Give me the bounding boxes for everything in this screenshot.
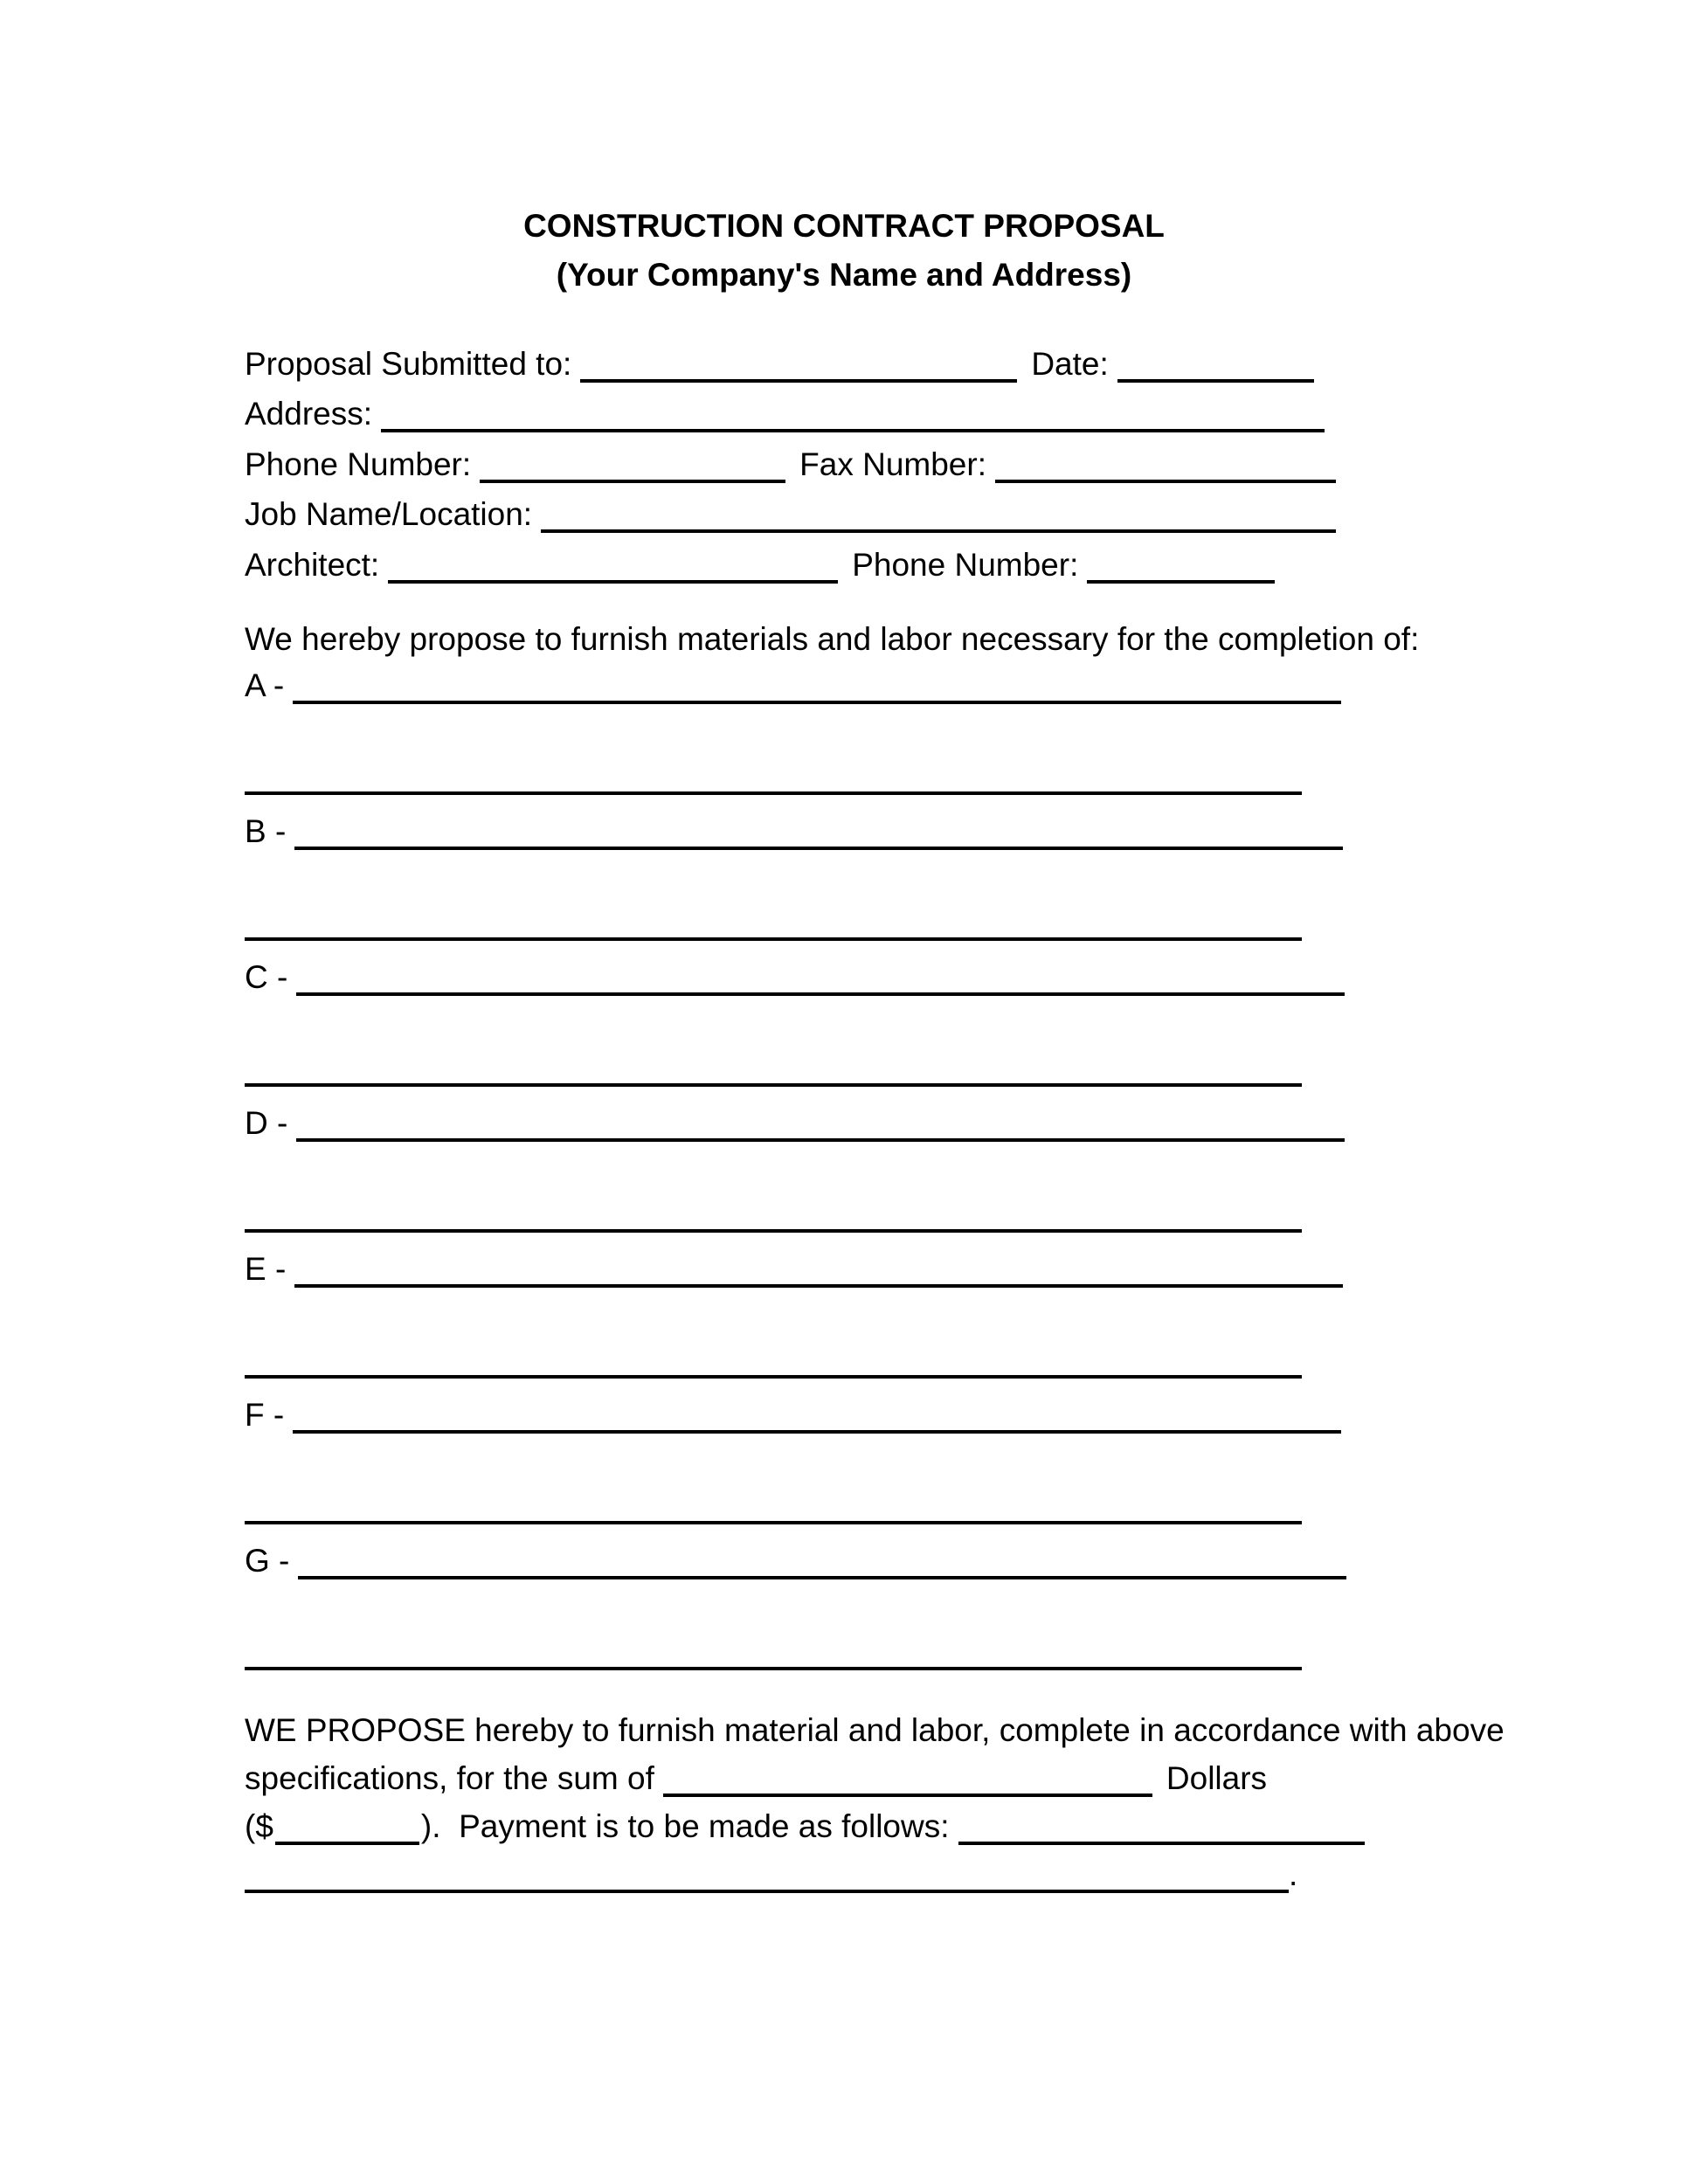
section-line-c (296, 992, 1345, 996)
row-job-name-location (245, 494, 1372, 535)
section-line-e (294, 1284, 1343, 1288)
address-line (381, 429, 1325, 432)
section-continuation-line-d (245, 1229, 1302, 1233)
sum-prefix-label: specifications, for the sum of (245, 1760, 654, 1796)
architect-phone-number-line (1087, 580, 1275, 584)
intro-sentence: We hereby propose to furnish materials and labor necessary for the completion of: (245, 621, 1420, 657)
row-address (245, 394, 1372, 434)
row-proposal-date (245, 344, 1372, 384)
row-phone-fax (245, 445, 1372, 485)
payment-line (958, 1842, 1365, 1845)
footer-line-4 (245, 1855, 1372, 1895)
fax-number-line (995, 480, 1336, 483)
footer-line-3 (245, 1807, 1372, 1847)
architect-phone-number-label: Phone Number: (852, 547, 1079, 583)
section-letter-b: B - (245, 813, 287, 849)
section-letter-g: G - (245, 1543, 290, 1579)
section-row-f (245, 1395, 1372, 1435)
amount-line (275, 1842, 419, 1845)
section-continuation-line-f (245, 1521, 1302, 1524)
job-name-location-line (541, 529, 1336, 533)
section-line-b (294, 847, 1343, 850)
section-continuation-line-e (245, 1375, 1302, 1379)
section-letter-f: F - (245, 1397, 285, 1433)
section-letter-d: D - (245, 1105, 288, 1141)
section-line-f (293, 1430, 1341, 1434)
footer-line-2 (245, 1759, 1372, 1799)
section-row-b (245, 812, 1372, 852)
date-line (1117, 379, 1314, 383)
architect-line (388, 580, 838, 584)
section-row-d (245, 1103, 1372, 1144)
phone-number-label: Phone Number: (245, 446, 472, 482)
payment-continuation-line (245, 1890, 1289, 1893)
fax-number-label: Fax Number: (799, 446, 986, 482)
sum-line (663, 1794, 1152, 1797)
footer-line-1: WE PROPOSE hereby to furnish material and labor, complete in accordance with above (245, 1712, 1505, 1748)
section-row-c (245, 957, 1372, 998)
phone-number-line (480, 480, 785, 483)
section-letter-e: E - (245, 1251, 287, 1287)
address-label: Address: (245, 396, 373, 432)
amount-prefix-label: ($ (245, 1808, 273, 1844)
section-continuation-line-a (245, 791, 1302, 795)
section-continuation-line-b (245, 937, 1302, 941)
section-line-d (296, 1138, 1345, 1142)
closing-period: . (1289, 1856, 1298, 1892)
document-subtitle: (Your Company's Name and Address) (556, 257, 1132, 293)
section-row-g (245, 1541, 1372, 1581)
row-architect-phone (245, 545, 1372, 585)
document-title: CONSTRUCTION CONTRACT PROPOSAL (523, 208, 1165, 244)
job-name-location-label: Job Name/Location: (245, 496, 533, 532)
section-line-g (298, 1576, 1346, 1579)
section-row-a (245, 666, 1372, 706)
section-line-a (293, 701, 1341, 704)
date-label: Date: (1031, 346, 1109, 382)
section-letter-c: C - (245, 959, 288, 995)
proposal-submitted-to-line (580, 379, 1017, 383)
section-letter-a: A - (245, 667, 285, 703)
architect-label: Architect: (245, 547, 380, 583)
proposal-submitted-to-label: Proposal Submitted to: (245, 346, 572, 382)
section-continuation-line-g (245, 1667, 1302, 1670)
section-continuation-line-c (245, 1083, 1302, 1087)
dollars-label: Dollars (1166, 1760, 1268, 1796)
section-row-e (245, 1249, 1372, 1289)
payment-label: ). Payment is to be made as follows: (420, 1808, 950, 1844)
